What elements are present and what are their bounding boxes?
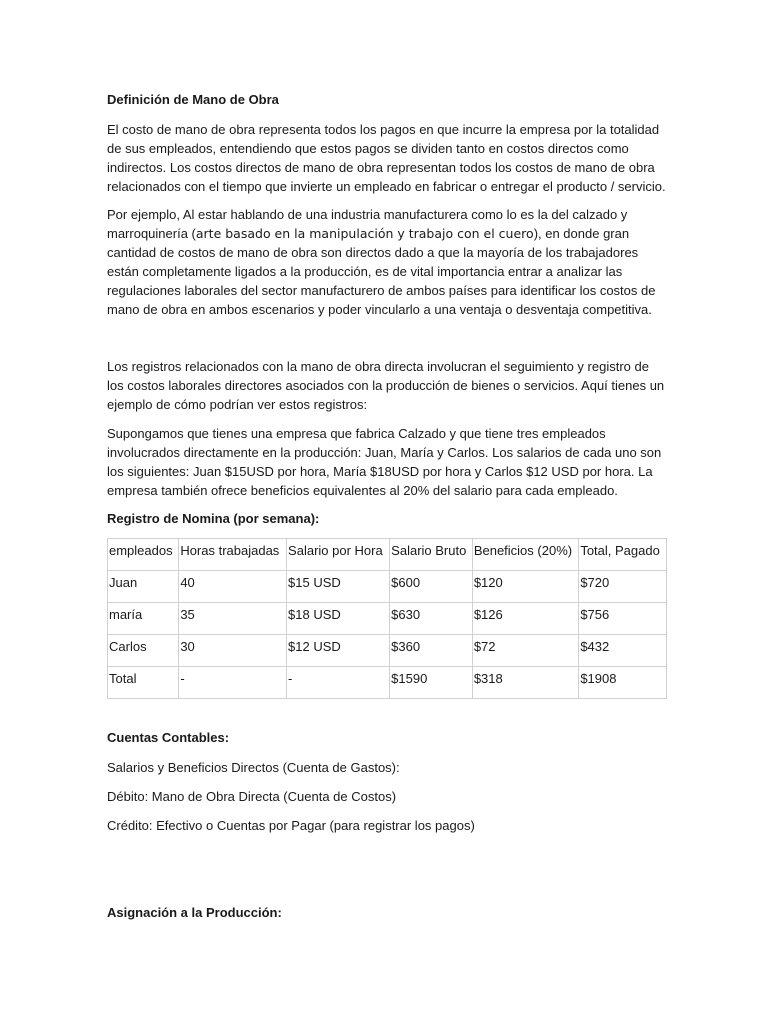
- table-header-cell: Horas trabajadas: [179, 539, 287, 571]
- table-header-cell: empleados: [108, 539, 179, 571]
- paragraph-ejemplo-calzado: [107, 205, 667, 319]
- table-cell: $72: [472, 635, 579, 667]
- heading-cuentas-contables: Cuentas Contables:: [107, 730, 230, 745]
- table-cell: $756: [579, 603, 667, 635]
- table-cell: $12 USD: [287, 635, 390, 667]
- heading-registro-nomina: Registro de Nomina (por semana):: [107, 511, 320, 526]
- paragraph-text-end: ), en donde gran cantidad de costos de mano de obra son directos dado a que la mayoría de los trabajadores están completamente ligados a la producción, es de vital importancia entrar a analizar las regulaciones laborales del sector manufacturero de ambos países para identificar los costos de mano de obra en ambos escenarios y poder vincularlo a una ventaja o desventaja competitiva.: [107, 226, 656, 317]
- table-cell: -: [179, 667, 287, 699]
- paragraph-supongamos: Supongamos que tienes una empresa que fabrica Calzado y que tiene tres empleados involucrados directamente en la producción: Juan, María y Carlos. Los salarios de cada uno son los siguientes: Juan $15USD por hora, María $18USD por hora y Carlos $12 USD por hora. La empresa también ofrece beneficios equivalentes al 20% del salario para cada empleado.: [107, 426, 662, 498]
- paragraph-costo-mano-obra: El costo de mano de obra representa todos los pagos en que incurre la empresa por la totalidad de sus empleados, entendiendo que estos pagos se dividen tanto en costos directos como indirectos. Los costos directos de mano de obra representan todos los costos de mano de obra relacionados con el tiempo que invierte un empleado en fabricar o entregar el producto / servicio.: [107, 122, 666, 194]
- table-cell: $15 USD: [287, 571, 390, 603]
- table-header-cell: Beneficios (20%): [472, 539, 579, 571]
- table-cell: $120: [472, 571, 579, 603]
- table-total-row: [108, 667, 667, 699]
- table-cell: $126: [472, 603, 579, 635]
- table-cell: $318: [472, 667, 579, 699]
- table-header-row: [108, 539, 667, 571]
- accounts-line-debito: Débito: Mano de Obra Directa (Cuenta de Costos): [107, 789, 397, 804]
- table-cell: $360: [390, 635, 473, 667]
- table-cell: $600: [390, 571, 473, 603]
- table-cell: maría: [108, 603, 179, 635]
- table-cell: $720: [579, 571, 667, 603]
- heading-asignacion-produccion: Asignación a la Producción:: [107, 905, 282, 920]
- heading-mano-de-obra: Definición de Mano de Obra: [107, 92, 279, 107]
- payroll-table: [107, 538, 667, 699]
- paragraph-registros: Los registros relacionados con la mano de obra directa involucran el seguimiento y registro de los costos laborales directores asociados con la producción de bienes o servicios. Aquí tienes un ejemplo de cómo podrían ver estos registros:: [107, 359, 665, 412]
- table-cell: 30: [179, 635, 287, 667]
- paragraph-text-highlight: arte basado en la manipulación y trabajo con el cuero: [195, 226, 534, 241]
- paragraph-text-start: Por ejemplo, Al estar hablando de una industria manufacturera como lo es la del calzado y marroquinería (: [107, 207, 628, 241]
- table-cell: Carlos: [108, 635, 179, 667]
- table-cell: $1590: [390, 667, 473, 699]
- table-cell: Total: [108, 667, 179, 699]
- table-header-cell: Salario Bruto: [390, 539, 473, 571]
- table-header-cell: Salario por Hora: [287, 539, 390, 571]
- accounts-line-salarios: Salarios y Beneficios Directos (Cuenta de Gastos):: [107, 760, 400, 775]
- table-row: [108, 571, 667, 603]
- table-row: [108, 603, 667, 635]
- table-cell: 35: [179, 603, 287, 635]
- accounts-line-credito: Crédito: Efectivo o Cuentas por Pagar (para registrar los pagos): [107, 818, 475, 833]
- table-row: [108, 635, 667, 667]
- table-cell: -: [287, 667, 390, 699]
- table-cell: $630: [390, 603, 473, 635]
- table-cell: $432: [579, 635, 667, 667]
- table-header-cell: Total, Pagado: [579, 539, 667, 571]
- table-cell: $1908: [579, 667, 667, 699]
- table-cell: $18 USD: [287, 603, 390, 635]
- table-cell: Juan: [108, 571, 179, 603]
- table-cell: 40: [179, 571, 287, 603]
